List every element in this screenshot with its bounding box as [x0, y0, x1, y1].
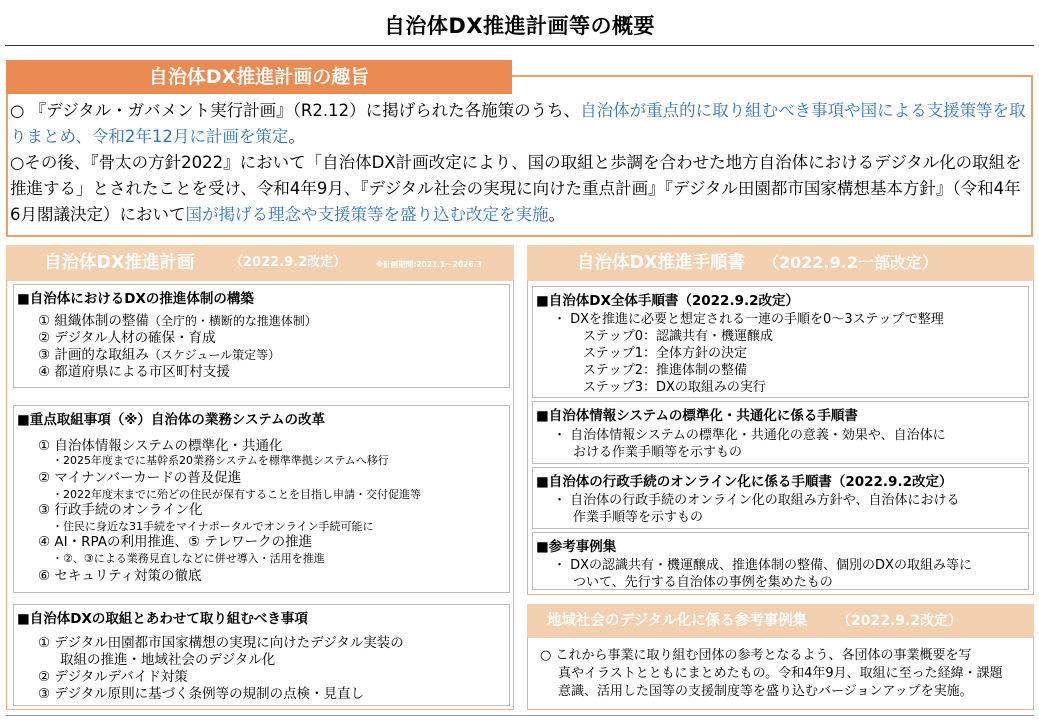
standardization-title: ■自治体情報システムの標準化・共通化に係る手順書: [536, 408, 858, 424]
region-heading-sub: （2022.9.2改定）: [837, 613, 963, 629]
online-procedure-section: [532, 467, 1029, 529]
list-item-continued: 作業手順等を示すもの: [573, 510, 704, 525]
list-item: ④ 都道府県による市区町村支援: [38, 364, 230, 380]
aim-p1-text: ○ 『デジタル・ガバメント実行計画』（R2.12）に掲げられた各施策のうち、: [10, 101, 581, 120]
list-item-continued: 取組の推進・地域社会のデジタル化: [60, 652, 276, 668]
region-heading: 地域社会のデジタル化に係る参考事例集: [547, 613, 808, 629]
list-item: ② デジタルデバイド対策: [38, 669, 188, 685]
list-note: ・住民に身近な31手続をマイナポータルでオンライン手続可能に: [52, 520, 374, 533]
region-header: [527, 604, 1034, 638]
item-text: ③ 計画的な取組み: [38, 347, 149, 363]
case-study-section: [532, 532, 1029, 590]
overall-procedure-title: ■自治体DX全体手順書（2022.9.2改定）: [536, 293, 799, 309]
aim-paragraph-1: [10, 98, 1030, 150]
priority-title: ■重点取組事項（※）自治体の業務システムの改革: [17, 412, 326, 428]
step-item: ステップ1：全体方針の決定: [583, 346, 748, 361]
list-item: ① デジタル田園都市国家構想の実現に向けたデジタル実装の: [38, 635, 404, 651]
case-study-title: ■参考事例集: [536, 539, 617, 555]
aim-p1-highlight: 自治体が重点的に取り組むべき事項や国による支援策等を取りまとめ、令和2年12月に計画を策定: [10, 101, 1026, 146]
list-item: ・ 自治体情報システムの標準化・共通化の意義・効果や、自治体に: [553, 428, 946, 443]
dx-structure-section: [13, 284, 510, 388]
region-text-line: ○ これから事業に取り組む団体の参考となるよう、各団体の事業概要を写: [540, 648, 972, 663]
priority-section: [13, 405, 510, 593]
aim-body: [10, 98, 1030, 228]
list-item: ① 自治体情報システムの標準化・共通化: [38, 438, 283, 454]
aim-p2-highlight: 国が掲げる理念や支援策等を盛り込む改定を実施: [185, 205, 549, 224]
step-item: ステップ3：DXの取組みの実行: [583, 380, 766, 395]
list-item: ・ DXを推進に必要と想定される一連の手順を0～3ステップで整理: [553, 312, 944, 327]
procedure-heading: 自治体DX推進手順書: [577, 253, 746, 273]
dx-plan-heading-sub: （2022.9.2改定）: [230, 255, 347, 270]
related-section: [13, 604, 510, 706]
procedure-header: [527, 245, 1034, 281]
list-item: ③ デジタル原則に基づく条例等の規制の点検・見直し: [38, 686, 365, 702]
item-note: （スケジュール策定等）: [148, 348, 281, 362]
procedure-heading-sub: （2022.9.2一部改定）: [763, 253, 938, 272]
region-text-line: 意識、活用した国等の支援制度等を盛り込むバージョンアップを実施。: [558, 684, 973, 699]
list-item: ④ AI・RPAの利用推進、⑤ テレワークの推進: [38, 534, 313, 550]
list-note: ・2022年度末までに殆どの住民が保有することを目指し申請・交付促進等: [52, 488, 421, 501]
step-item: ステップ2：推進体制の整備: [583, 363, 748, 378]
list-item-continued: ついて、先行する自治体の事例を集めたもの: [573, 575, 833, 590]
related-title: ■自治体DXの取組とあわせて取り組むべき事項: [17, 611, 308, 627]
standardization-section: [532, 401, 1029, 464]
dx-plan-period-note: ※計画期間:2021.1～2026.3: [376, 260, 482, 269]
aim-p2-end: 。: [548, 205, 565, 224]
online-procedure-title: ■自治体の行政手続のオンライン化に係る手順書（2022.9.2改定）: [536, 474, 953, 490]
dx-structure-title: ■自治体におけるDXの推進体制の構築: [17, 291, 254, 307]
step-item: ステップ0：認識共有・機運醸成: [583, 329, 774, 344]
list-item-continued: おける作業手順等を示すもの: [573, 445, 743, 460]
aim-paragraph-2: [10, 150, 1030, 228]
title-divider: [5, 45, 1034, 46]
list-note: ・2025年度までに基幹系20業務システムを標準準拠システムへ移行: [52, 454, 389, 467]
bottom-divider: [5, 715, 1034, 716]
aim-p2-text: ○その後、『骨太の方針2022』において「自治体DX計画改定により、国の取組と歩調を合わせた地方自治体におけるデジタル化の取組を推進する」とされたことを受け、令和4年9月、『デジタル社会の実現に向けた重点計画』『デジタル田園都市国家構想基本方針』（令和4年6月閣議決定）において: [10, 153, 1022, 224]
region-text-line: 真やイラストとともにまとめたもの。令和4年9月、取組に至った経緯・課題: [558, 666, 1003, 681]
page-title: 自治体DX推進計画等の概要: [383, 14, 656, 38]
overall-procedure-section: [532, 286, 1029, 398]
aim-heading: 自治体DX推進計画の趣旨: [6, 60, 512, 94]
list-item: ・ DXの認識共有・機運醸成、推進体制の整備、個別のDXの取組み等に: [553, 558, 972, 573]
list-item: ② デジタル人材の確保・育成: [38, 330, 216, 346]
list-item: ② マイナンバーカードの普及促進: [38, 470, 242, 486]
aim-p1-end: 。: [288, 127, 305, 146]
dx-plan-header: [6, 245, 514, 281]
list-item: ・ 自治体の行政手続のオンライン化の取組み方針や、自治体における: [553, 493, 960, 508]
list-item: ⑥ セキュリティ対策の徹底: [38, 568, 202, 584]
list-item: ③ 行政手続のオンライン化: [38, 502, 203, 518]
item-text: ① 組織体制の整備: [38, 313, 149, 329]
list-note: ・②、③による業務見直しなどに併せ導入・活用を推進: [52, 552, 325, 565]
item-note: （全庁的・横断的な推進体制）: [148, 314, 317, 328]
dx-plan-heading: 自治体DX推進計画: [44, 253, 195, 273]
